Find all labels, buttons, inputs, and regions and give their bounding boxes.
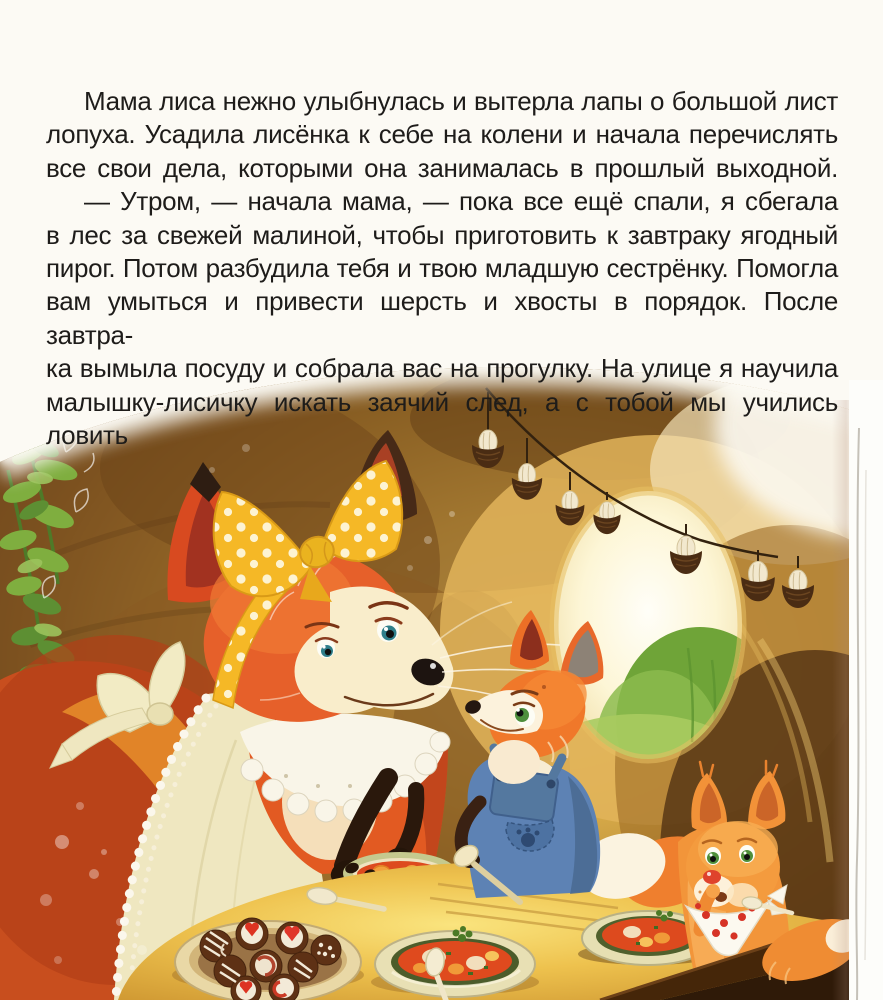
kitten-nose: [703, 870, 721, 884]
story-line: в лес за свежей малиной, чтобы приготовить к завтраку ягодный: [46, 219, 838, 250]
story-line: пирог. Потом разбудила тебя и твою младшую сестрёнку. Помогла: [46, 253, 838, 284]
story-line: Мама лиса нежно улыбнулась и вытерла лапы о большой лист: [84, 86, 838, 116]
story-line: — Утром, — начала мама, — пока все ещё спали, я сбегала: [84, 186, 838, 217]
page-edge: [832, 380, 883, 1000]
story-line: вам умыться и привести шерсть и хвосты в порядок. После завтра-: [46, 286, 838, 350]
story-line: лопуха. Усадила лисёнка к себе на колени и начала перечислять: [46, 119, 838, 150]
story-line: малышку-лисичку искать заячий след, а с тобой мы учились ловить: [46, 386, 838, 451]
story-line: все свои дела, которыми она занималась в прошлый выходной.: [46, 152, 838, 183]
story-text: [46, 85, 838, 452]
story-line: ка вымыла посуду и собрала вас на прогулку. На улице я научила: [46, 353, 838, 384]
